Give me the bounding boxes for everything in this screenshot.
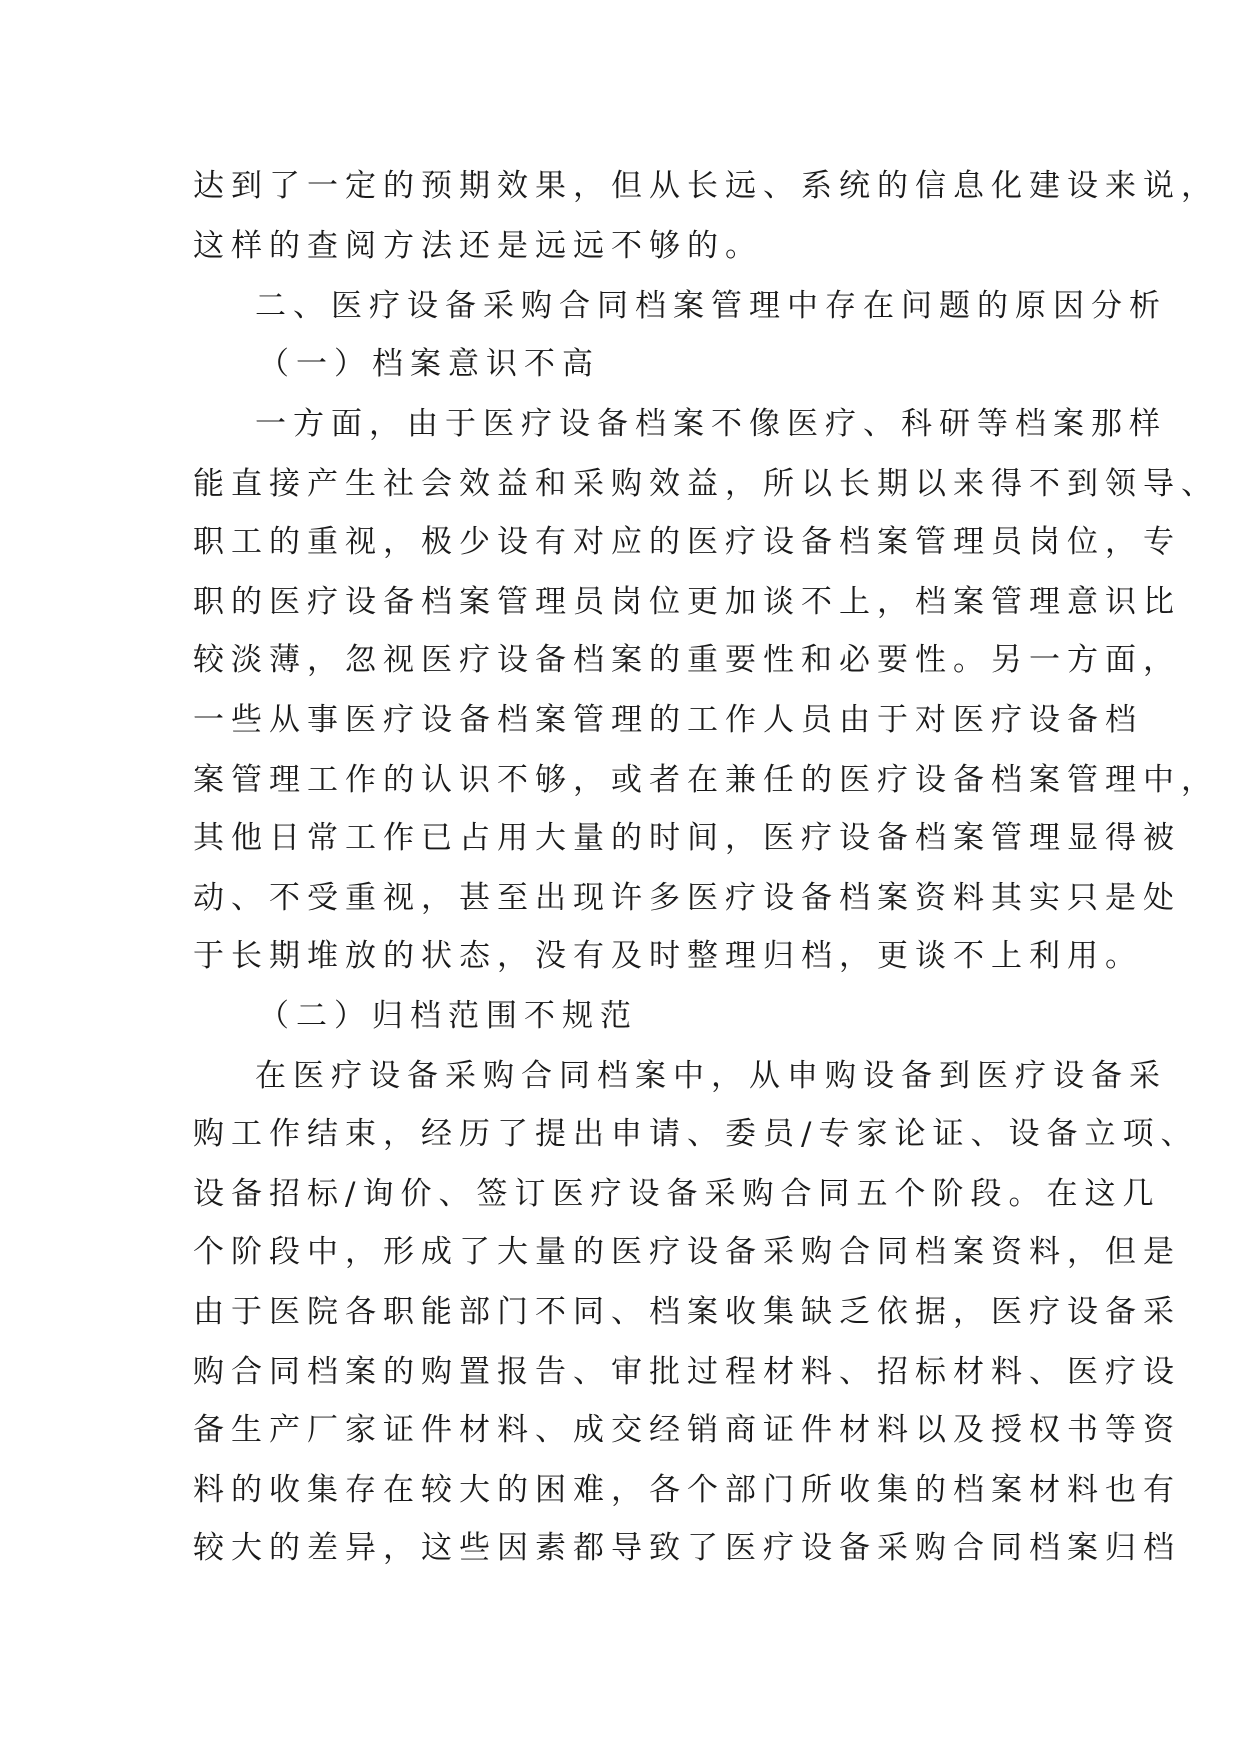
- paragraph-first-line: 在医疗设备采购合同档案中，从申购设备到医疗设备采: [255, 1058, 1167, 1094]
- body-text-line: 这样的查阅方法还是远远不够的。: [193, 228, 763, 264]
- body-text-line: 个阶段中，形成了大量的医疗设备采购合同档案资料，但是: [193, 1234, 1181, 1270]
- body-text-line: 购工作结束，经历了提出申请、委员/专家论证、设备立项、: [193, 1116, 1199, 1152]
- body-text-line: 动、不受重视，甚至出现许多医疗设备档案资料其实只是处: [193, 880, 1181, 916]
- body-text-line: 较淡薄，忽视医疗设备档案的重要性和必要性。另一方面，: [193, 642, 1181, 678]
- body-text-line: 较大的差异，这些因素都导致了医疗设备采购合同档案归档: [193, 1530, 1181, 1566]
- subsection-heading: （二）归档范围不规范: [258, 998, 638, 1034]
- body-text-line: 设备招标/询价、签订医疗设备采购合同五个阶段。在这几: [193, 1176, 1161, 1212]
- body-text-line: 料的收集存在较大的困难，各个部门所收集的档案材料也有: [193, 1472, 1181, 1508]
- body-text-line: 职的医疗设备档案管理员岗位更加谈不上，档案管理意识比: [193, 584, 1181, 620]
- body-text-line: 购合同档案的购置报告、审批过程材料、招标材料、医疗设: [193, 1354, 1181, 1390]
- subsection-heading: （一）档案意识不高: [258, 346, 600, 382]
- section-heading: 二、医疗设备采购合同档案管理中存在问题的原因分析: [255, 288, 1167, 324]
- body-text-line: 备生产厂家证件材料、成交经销商证件材料以及授权书等资: [193, 1412, 1181, 1448]
- body-text-line: 职工的重视，极少设有对应的医疗设备档案管理员岗位，专: [193, 524, 1181, 560]
- body-text-line: 能直接产生社会效益和采购效益，所以长期以来得不到领导、: [193, 466, 1219, 502]
- body-text-line: 由于医院各职能部门不同、档案收集缺乏依据，医疗设备采: [193, 1294, 1181, 1330]
- body-text-line: 一些从事医疗设备档案管理的工作人员由于对医疗设备档: [193, 702, 1143, 738]
- body-text-line: 达到了一定的预期效果，但从长远、系统的信息化建设来说，: [193, 168, 1219, 204]
- body-text-line: 其他日常工作已占用大量的时间，医疗设备档案管理显得被: [193, 820, 1181, 856]
- body-text-line: 案管理工作的认识不够，或者在兼任的医疗设备档案管理中，: [193, 762, 1219, 798]
- body-text-line: 于长期堆放的状态，没有及时整理归档，更谈不上利用。: [193, 938, 1143, 974]
- paragraph-first-line: 一方面，由于医疗设备档案不像医疗、科研等档案那样: [255, 406, 1167, 442]
